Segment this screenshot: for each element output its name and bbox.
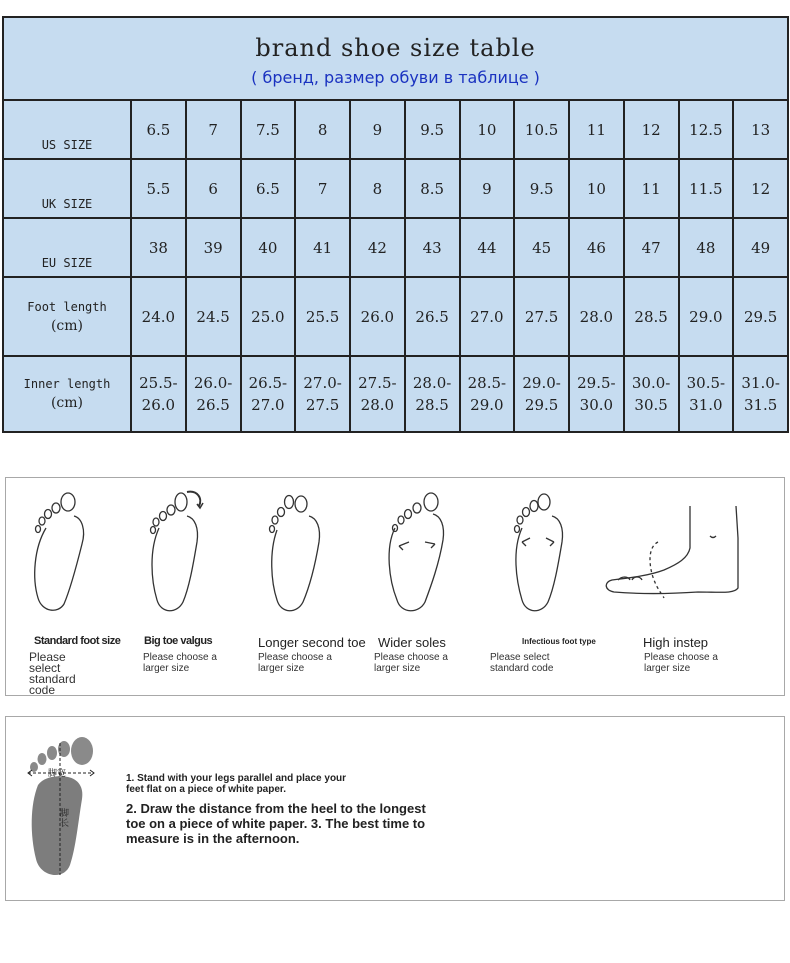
row-label-text: Foot length [27, 299, 107, 314]
size-cell: 24.5 [186, 277, 241, 356]
type-title-wider: Wider soles [378, 635, 446, 650]
row-unit: (cm) [50, 395, 84, 411]
size-cell: 40 [241, 218, 296, 277]
size-cell: 29.0- 29.5 [514, 356, 569, 432]
size-cell: 12 [733, 159, 788, 218]
measure-step-2: 2. Draw the distance from the heel to the longest toe on a piece of white paper. 3. The best time to measure is in the afternoon. [126, 801, 426, 846]
size-cell: 27.0- 27.5 [295, 356, 350, 432]
size-cell: 31.0- 31.5 [733, 356, 788, 432]
wider-soles-icon [381, 488, 456, 618]
size-cell: 11.5 [679, 159, 734, 218]
table-row-us [3, 100, 788, 159]
size-cell: 48 [679, 218, 734, 277]
size-table [2, 16, 789, 433]
row-label [3, 159, 131, 218]
type-title-high-instep: High instep [643, 635, 709, 650]
size-cell: 41 [295, 218, 350, 277]
size-cell: 26.0- 26.5 [186, 356, 241, 432]
table-subtitle: ( бренд, размер обуви в таблице ) [251, 68, 540, 87]
high-instep-icon [598, 498, 748, 608]
size-cell: 9.5 [405, 100, 460, 159]
type-title-big-toe: Big toe valgus [144, 635, 213, 647]
size-cell: 6.5 [241, 159, 296, 218]
size-cell: 11 [624, 159, 679, 218]
big-toe-valgus-icon [141, 488, 211, 618]
type-title-second-toe: Longer second toe [258, 635, 366, 650]
type-desc-wider: Please choose a larger size [374, 652, 448, 674]
size-cell: 43 [405, 218, 460, 277]
size-cell: 10 [569, 159, 624, 218]
size-cell: 49 [733, 218, 788, 277]
size-cell: 29.5 [733, 277, 788, 356]
size-cell: 13 [733, 100, 788, 159]
size-cell: 26.5- 27.0 [241, 356, 296, 432]
size-cell: 28.0- 28.5 [405, 356, 460, 432]
size-cell: 25.5 [295, 277, 350, 356]
table-row-inner-length [3, 356, 788, 432]
size-cell: 25.5- 26.0 [131, 356, 186, 432]
size-cell: 29.5- 30.0 [569, 356, 624, 432]
size-cell: 9.5 [514, 159, 569, 218]
size-cell: 8 [350, 159, 405, 218]
size-cell: 44 [460, 218, 515, 277]
table-row-uk [3, 159, 788, 218]
row-unit: (cm) [50, 317, 84, 334]
size-cell: 27.0 [460, 277, 515, 356]
foot-types-panel [5, 477, 785, 696]
row-label-text: US SIZE [41, 138, 93, 152]
size-cell: 46 [569, 218, 624, 277]
size-cell: 7.5 [241, 100, 296, 159]
infectious-foot-icon [506, 488, 576, 618]
size-cell: 6.5 [131, 100, 186, 159]
row-label-text: Inner length [23, 377, 111, 391]
table-title-cell [3, 17, 788, 100]
size-cell: 30.5- 31.0 [679, 356, 734, 432]
size-cell: 26.5 [405, 277, 460, 356]
type-desc-standard: Please select standard code [29, 650, 76, 697]
size-cell: 7 [186, 100, 241, 159]
size-cell: 38 [131, 218, 186, 277]
size-cell: 11 [569, 100, 624, 159]
size-cell: 47 [624, 218, 679, 277]
row-label [3, 277, 131, 356]
size-cell: 5.5 [131, 159, 186, 218]
row-label-text: UK SIZE [41, 197, 93, 211]
size-cell: 24.0 [131, 277, 186, 356]
width-label: 脚宽 [48, 769, 67, 779]
measure-step-1: 1. Stand with your legs parallel and place your feet flat on a piece of white paper. [126, 773, 347, 795]
size-table-section [2, 16, 787, 433]
standard-foot-icon [24, 488, 94, 618]
row-label [3, 100, 131, 159]
size-cell: 26.0 [350, 277, 405, 356]
size-cell: 12.5 [679, 100, 734, 159]
size-cell: 29.0 [679, 277, 734, 356]
size-cell: 25.0 [241, 277, 296, 356]
row-label-text: EU SIZE [41, 256, 93, 270]
type-title-infectious: Infectious foot type [522, 637, 596, 646]
type-desc-big-toe: Please choose a larger size [143, 652, 217, 674]
size-cell: 7 [295, 159, 350, 218]
size-cell: 39 [186, 218, 241, 277]
longer-second-toe-icon [261, 488, 331, 618]
size-cell: 10 [460, 100, 515, 159]
type-desc-second-toe: Please choose a larger size [258, 652, 332, 674]
size-cell: 28.5- 29.0 [460, 356, 515, 432]
type-title-standard: Standard foot size [34, 635, 121, 647]
row-label [3, 356, 131, 432]
size-cell: 12 [624, 100, 679, 159]
type-desc-high-instep: Please choose a larger size [644, 652, 718, 674]
table-row-eu [3, 218, 788, 277]
length-label: 脚长 [60, 809, 70, 829]
size-cell: 27.5 [514, 277, 569, 356]
table-row-foot-length [3, 277, 788, 356]
size-cell: 6 [186, 159, 241, 218]
size-cell: 9 [350, 100, 405, 159]
size-cell: 8.5 [405, 159, 460, 218]
size-cell: 28.5 [624, 277, 679, 356]
size-cell: 9 [460, 159, 515, 218]
size-cell: 28.0 [569, 277, 624, 356]
row-label [3, 218, 131, 277]
size-cell: 10.5 [514, 100, 569, 159]
size-cell: 30.0- 30.5 [624, 356, 679, 432]
size-cell: 45 [514, 218, 569, 277]
size-cell: 42 [350, 218, 405, 277]
table-title: brand shoe size table [255, 34, 536, 62]
size-cell: 27.5- 28.0 [350, 356, 405, 432]
measure-panel [5, 716, 785, 901]
size-cell: 8 [295, 100, 350, 159]
type-desc-infectious: Please select standard code [490, 652, 554, 674]
